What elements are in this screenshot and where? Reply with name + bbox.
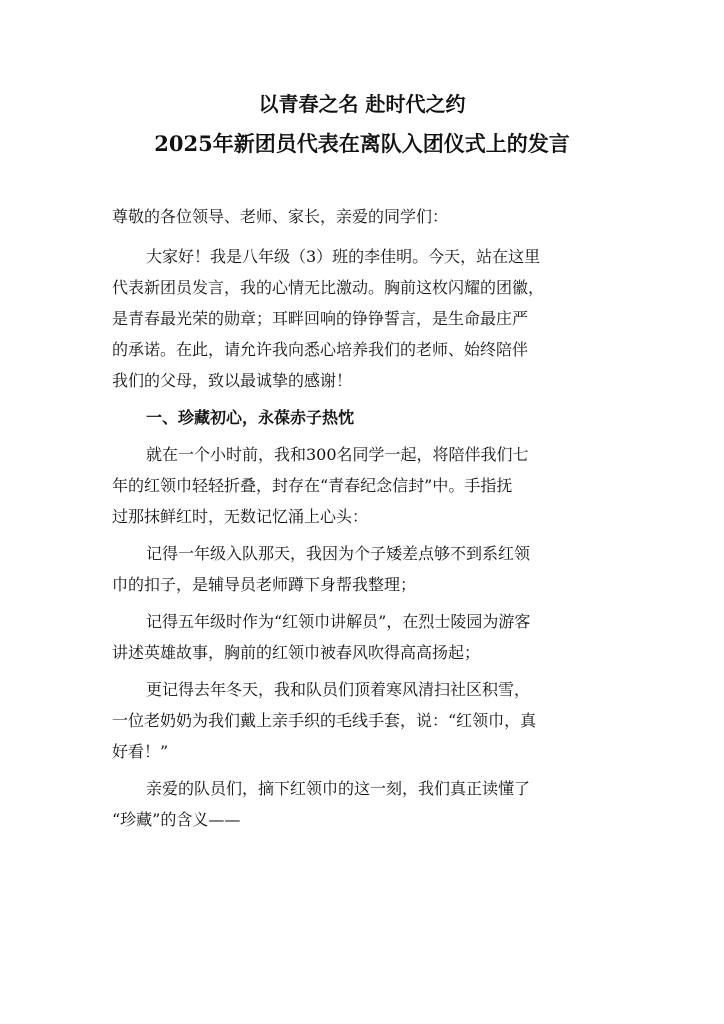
paragraph-closing: [112, 773, 622, 835]
paragraph-line: 我们的父母，致以最诚挚的感谢！: [112, 371, 353, 390]
paragraph-line: 是青春最光荣的勋章；耳畔回响的铮铮誓言，是生命最庄严: [112, 309, 529, 328]
title-line-1: 以青春之名 赴时代之约: [258, 92, 466, 116]
salutation: 尊敬的各位领导、老师、家长，亲爱的同学们：: [112, 207, 449, 226]
paragraph-memory-grade-five: [112, 606, 622, 668]
paragraph-line: 过那抹鲜红时，无数记忆涌上心头：: [112, 507, 369, 526]
paragraph-line: 记得五年级时作为“红领巾讲解员”，在烈士陵园为游客: [146, 612, 531, 631]
paragraph-line: 大家好！我是八年级（3）班的李佳明。今天，站在这里: [146, 247, 541, 266]
title-line-2: 2025年新团员代表在离队入团仪式上的发言: [154, 131, 570, 156]
section-heading-1: [112, 402, 622, 433]
speech-body: [112, 204, 622, 835]
paragraph-memory-grade-one: [112, 538, 622, 600]
paragraph-line: 年的红领巾轻轻折叠，封存在“青春纪念信封”中。手指抚: [112, 476, 513, 495]
paragraph-line: 代表新团员发言，我的心情无比激动。胸前这枚闪耀的团徽，: [112, 278, 545, 297]
paragraph-line: 一位老奶奶为我们戴上亲手织的毛线手套，说：“红领巾，真: [112, 711, 537, 730]
paragraph-line: 亲爱的队员们，摘下红领巾的这一刻，我们真正读懂了: [146, 779, 531, 798]
paragraph-line: 记得一年级入队那天，我因为个子矮差点够不到系红领: [146, 544, 531, 563]
paragraph-line: “珍藏”的含义——: [112, 810, 241, 829]
paragraph-memory-winter: [112, 674, 622, 767]
paragraph-line: 的承诺。在此，请允许我向悉心培养我们的老师、始终陪伴: [112, 340, 529, 359]
paragraph-line: 好看！”: [112, 742, 169, 761]
paragraph-line: 讲述英雄故事，胸前的红领巾被春风吹得高高扬起；: [112, 643, 481, 662]
paragraph-line: 巾的扣子，是辅导员老师蹲下身帮我整理；: [112, 575, 417, 594]
paragraph-line: 更记得去年冬天，我和队员们顶着寒风清扫社区积雪，: [146, 680, 531, 699]
paragraph-folding-scarf: [112, 439, 622, 532]
section-heading: 一、珍藏初心，永葆赤子热忱: [146, 408, 355, 427]
paragraph-line: 就在一个小时前，我和300名同学一起，将陪伴我们七: [146, 445, 529, 464]
paragraph-greeting: [112, 241, 622, 396]
